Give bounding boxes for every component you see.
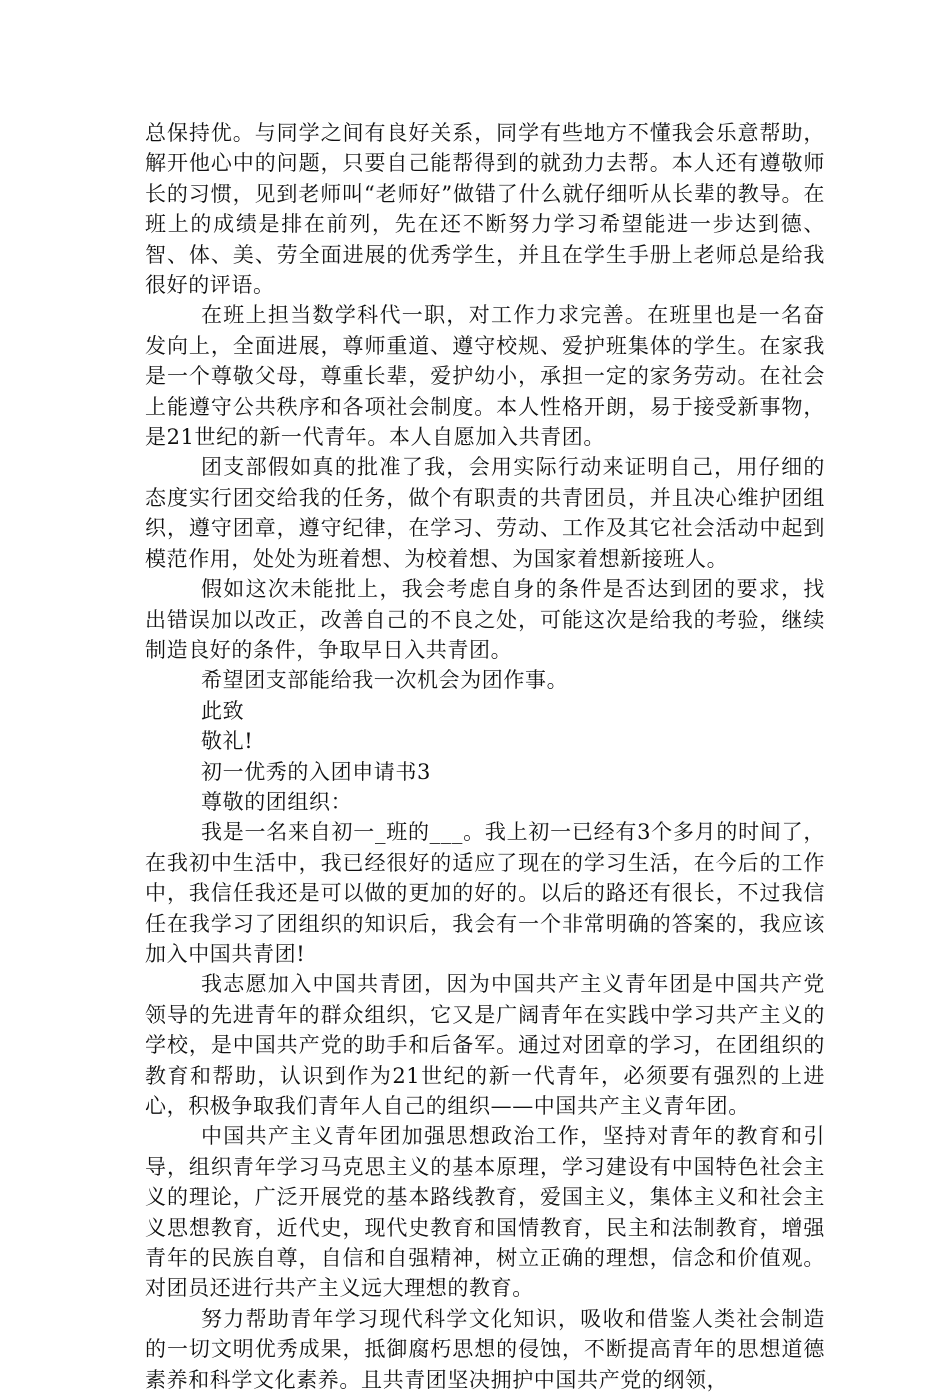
- document-body: [145, 118, 825, 1395]
- paragraph: 假如这次未能批上，我会考虑自身的条件是否达到团的要求，找出错误加以改正，改善自己的不良之处，可能这次是给我的考验，继续制造良好的条件，争取早日入共青团。: [145, 577, 825, 662]
- paragraph: 希望团支部能给我一次机会为团作事。: [201, 668, 569, 693]
- letter-greeting: 尊敬的团组织：: [201, 789, 353, 814]
- paragraph: 团支部假如真的批准了我，会用实际行动来证明自己，用仔细的态度实行团交给我的任务，做个有职责的共青团员，并且决心维护团组织，遵守团章，遵守纪律，在学习、劳动、工作及其它社会活动中起到模范作用，处处为班着想、为校着想、为国家着想新接班人。: [145, 455, 825, 571]
- paragraph: 中国共产主义青年团加强思想政治工作，坚持对青年的教育和引导，组织青年学习马克思主义的基本原理，学习建设有中国特色社会主义的理论，广泛开展党的基本路线教育，爱国主义，集体主义和社会主义思想教育，近代史，现代史教育和国情教育，民主和法制教育，增强青年的民族自尊，自信和自强精神，树立正确的理想，信念和价值观。对团员还进行共产主义远大理想的教育。: [145, 1124, 825, 1301]
- paragraph: 在班上担当数学科代一职，对工作力求完善。在班里也是一名奋发向上，全面进展，尊师重道、遵守校规、爱护班集体的学生。在家我是一个尊敬父母，尊重长辈，爱护幼小，承担一定的家务劳动。在社会上能遵守公共秩序和各项社会制度。本人性格开朗，易于接受新事物，是21世纪的新一代青年。本人自愿加入共青团。: [145, 303, 825, 450]
- section-title: 初一优秀的入团申请书3: [201, 759, 431, 784]
- paragraph: 我志愿加入中国共青团，因为中国共产主义青年团是中国共产党领导的先进青年的群众组织，它又是广阔青年在实践中学习共产主义的学校，是中国共产党的助手和后备军。通过对团章的学习，在团组织的教育和帮助，认识到作为21世纪的新一代青年，必须要有强烈的上进心，积极争取我们青年人自己的组织——中国共产主义青年团。: [145, 972, 825, 1118]
- closing-regards: 敬礼!: [201, 729, 254, 754]
- paragraph: 我是一名来自初一_班的___。我上初一已经有3个多月的时间了，在我初中生活中，我已经很好的适应了现在的学习生活，在今后的工作中，我信任我还是可以做的更加的好的。以后的路还有很长，不过我信任在我学习了团组织的知识后，我会有一个非常明确的答案的，我应该加入中国共青团!: [145, 820, 825, 966]
- paragraph: 努力帮助青年学习现代科学文化知识，吸收和借鉴人类社会制造的一切文明优秀成果，抵御腐朽思想的侵蚀，不断提高青年的思想道德素养和科学文化素养。且共青团坚决拥护中国共产党的纲领，: [145, 1306, 825, 1392]
- closing-salutation: 此致: [201, 698, 245, 723]
- paragraph-continued: 总保持优。与同学之间有良好关系，同学有些地方不懂我会乐意帮助，解开他心中的问题，只要自己能帮得到的就劲力去帮。本人还有遵敬师长的习惯，见到老师叫“老师好”做错了什么就仔细听从长辈的教导。在班上的成绩是排在前列，先在还不断努力学习希望能进一步达到德、智、体、美、劳全面进展的优秀学生，并且在学生手册上老师总是给我很好的评语。: [145, 121, 825, 298]
